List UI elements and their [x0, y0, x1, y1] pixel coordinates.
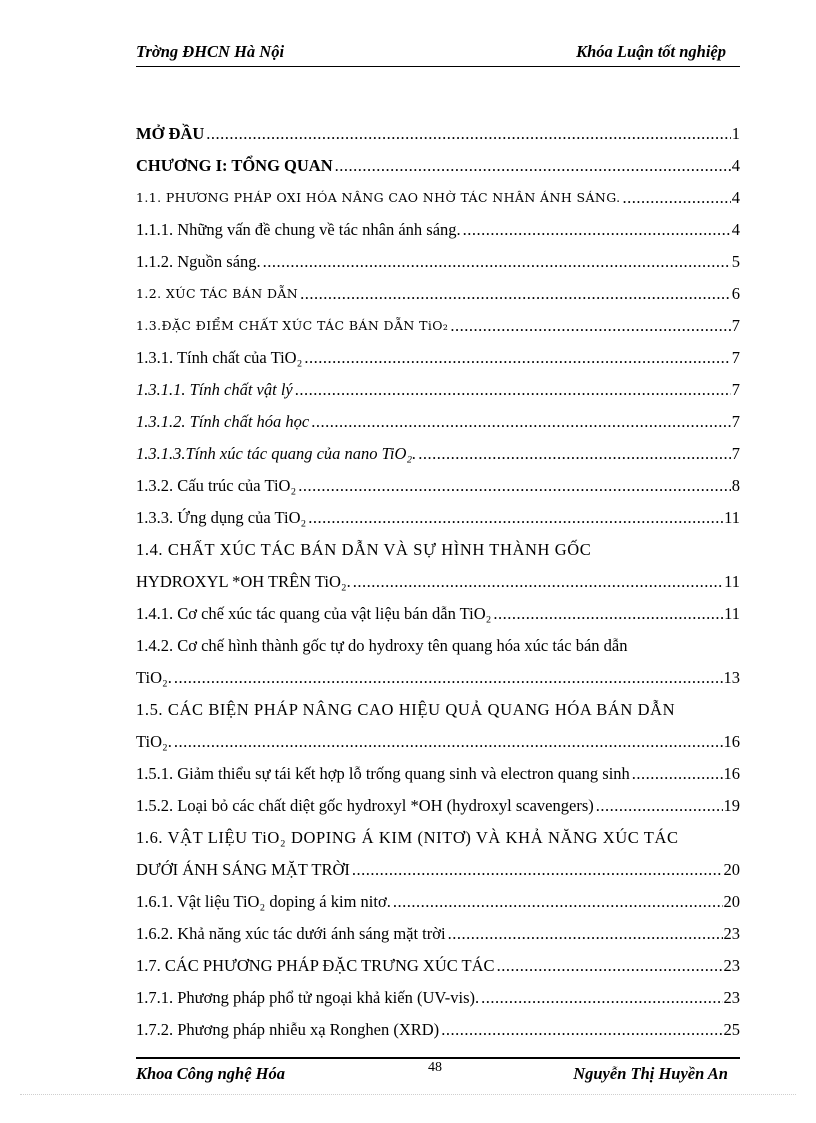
toc-dot-leader: [497, 956, 723, 976]
toc-entry: [136, 912, 740, 944]
toc-entry: [136, 432, 740, 464]
toc-entry: [136, 464, 740, 496]
header-thesis-title: Khóa Luận tốt nghiệp: [576, 42, 726, 61]
toc-page-number: 7: [731, 412, 740, 431]
toc-entry-text: DƯỚI ÁNH SÁNG MẶT TRỜI: [136, 860, 350, 879]
toc-entry: [136, 304, 740, 336]
toc-entry-text: 1.3.1. Tính chất của TiO₂: [136, 348, 303, 367]
toc-entry-text: 1.5. CÁC BIỆN PHÁP NÂNG CAO HIỆU QUẢ QUANG HÓA BÁN DẪN: [136, 700, 676, 719]
toc-page-number: 23: [723, 988, 740, 1007]
table-of-contents: [136, 112, 740, 1040]
toc-page-number: 25: [723, 1020, 740, 1039]
toc-entry-text: 1.4.1. Cơ chế xúc tác quang của vật liệu bán dẫn TiO₂: [136, 604, 492, 623]
toc-entry-text: 1.4. CHẤT XÚC TÁC BÁN DẪN VÀ SỰ HÌNH THÀNH GỐC: [136, 540, 592, 559]
toc-page-number: 8: [731, 476, 740, 495]
toc-dot-leader: [393, 892, 723, 912]
header-school: Trờng ĐHCN Hà Nội: [136, 42, 285, 61]
page-header: [136, 40, 740, 67]
footer-faculty: Khoa Công nghệ Hóa: [136, 1064, 285, 1083]
toc-entry-text: TiO₂.: [136, 668, 172, 687]
toc-dot-leader: [352, 860, 723, 880]
toc-dot-leader: [174, 732, 723, 752]
toc-page-number: 7: [731, 444, 740, 463]
toc-dot-leader: [493, 604, 723, 624]
toc-dot-leader: [335, 156, 731, 176]
toc-dot-leader: [353, 572, 723, 592]
toc-entry-text: 1.4.2. Cơ chế hình thành gốc tự do hydroxy tên quang hóa xúc tác bán dẫn: [136, 636, 628, 655]
toc-entry-text: 1.3.2. Cấu trúc của TiO₂: [136, 476, 297, 495]
toc-entry: [136, 528, 740, 560]
toc-entry: [136, 144, 740, 176]
toc-entry: [136, 848, 740, 880]
toc-page-number: 4: [731, 188, 740, 207]
toc-dot-leader: [304, 348, 730, 368]
footer-divider: [136, 1057, 740, 1059]
toc-page-number: 5: [731, 252, 740, 271]
toc-page-number: 7: [731, 380, 740, 399]
toc-entry-text: 1.6.1. Vật liệu TiO₂ doping á kim nitơ.: [136, 892, 391, 911]
toc-dot-leader: [448, 924, 723, 944]
toc-entry-text: 1.3.ĐẶC ĐIỂM CHẤT XÚC TÁC BÁN DẪN TiO₂: [136, 318, 449, 333]
toc-dot-leader: [311, 412, 731, 432]
toc-dot-leader: [206, 124, 730, 144]
toc-entry: [136, 976, 740, 1008]
toc-entry: [136, 752, 740, 784]
toc-entry-text: CHƯƠNG I: TỔNG QUAN: [136, 156, 333, 175]
toc-page-number: 23: [723, 956, 740, 975]
toc-dot-leader: [263, 252, 731, 272]
toc-dot-leader: [481, 988, 722, 1008]
toc-dot-leader: [308, 508, 723, 528]
toc-entry-text: 1.1. PHƯƠNG PHÁP OXI HÓA NÂNG CAO NHỜ TÁC NHÂN ÁNH SÁNG.: [136, 190, 621, 205]
toc-entry-text: 1.5.2. Loại bỏ các chất diệt gốc hydroxyl *OH (hydroxyl scavengers): [136, 796, 594, 815]
toc-entry: [136, 368, 740, 400]
toc-entry-text: 1.7.1. Phương pháp phổ tử ngoại khả kiến (UV-vis).: [136, 988, 480, 1007]
toc-entry-text: 1.2. XÚC TÁC BÁN DẪN: [136, 286, 299, 301]
toc-entry-text: 1.7. CÁC PHƯƠNG PHÁP ĐẶC TRƯNG XÚC TÁC: [136, 956, 495, 975]
toc-entry: [136, 1008, 740, 1040]
toc-entry: [136, 560, 740, 592]
toc-page-number: 4: [731, 220, 740, 239]
toc-entry: [136, 400, 740, 432]
toc-entry-text: 1.6.2. Khả năng xúc tác dưới ánh sáng mặt trời: [136, 924, 446, 943]
toc-entry-text: 1.3.1.2. Tính chất hóa học: [136, 412, 310, 431]
toc-page-number: 6: [731, 284, 740, 303]
toc-dot-leader: [450, 316, 730, 336]
toc-entry-text: 1.3.1.3.Tính xúc tác quang của nano TiO₂.: [136, 444, 417, 463]
toc-page-number: 7: [731, 348, 740, 367]
toc-dot-leader: [300, 284, 731, 304]
toc-page-number: 20: [723, 892, 740, 911]
toc-page-number: 19: [723, 796, 740, 815]
page-footer: [136, 1062, 740, 1086]
toc-entry: [136, 688, 740, 720]
toc-dot-leader: [298, 476, 731, 496]
toc-page-number: 11: [724, 604, 740, 623]
toc-page-number: 11: [724, 572, 740, 591]
toc-entry-text: 1.1.1. Những vấn đề chung về tác nhân ánh sáng.: [136, 220, 461, 239]
toc-dot-leader: [174, 668, 723, 688]
toc-entry: [136, 592, 740, 624]
toc-dot-leader: [418, 444, 730, 464]
toc-entry: [136, 240, 740, 272]
toc-page-number: 13: [723, 668, 740, 687]
toc-page-number: 7: [731, 316, 740, 335]
toc-entry-text: 1.3.3. Ứng dụng của TiO₂: [136, 508, 307, 527]
toc-page-number: 16: [723, 764, 740, 783]
toc-dot-leader: [623, 188, 731, 208]
toc-entry: [136, 624, 740, 656]
toc-entry: [136, 496, 740, 528]
toc-page-number: 4: [731, 156, 740, 175]
toc-entry: [136, 112, 740, 144]
toc-dot-leader: [596, 796, 723, 816]
toc-dot-leader: [632, 764, 723, 784]
toc-entry: [136, 176, 740, 208]
toc-page-number: 11: [724, 508, 740, 527]
toc-entry: [136, 880, 740, 912]
toc-page-number: 20: [723, 860, 740, 879]
toc-dot-leader: [463, 220, 731, 240]
footer-page-number: 48: [428, 1060, 442, 1075]
toc-entry-text: 1.5.1. Giảm thiểu sự tái kết hợp lỗ trống quang sinh và electron quang sinh: [136, 764, 630, 783]
toc-entry: [136, 720, 740, 752]
toc-page-number: 16: [723, 732, 740, 751]
toc-page-number: 23: [723, 924, 740, 943]
toc-entry-text: 1.3.1.1. Tính chất vật lý: [136, 380, 293, 399]
toc-entry: [136, 816, 740, 848]
toc-dot-leader: [441, 1020, 722, 1040]
toc-entry-text: 1.7.2. Phương pháp nhiễu xạ Ronghen (XRD): [136, 1020, 440, 1039]
toc-entry-text: MỞ ĐẦU: [136, 124, 205, 143]
toc-page-number: 1: [731, 124, 740, 143]
toc-entry: [136, 272, 740, 304]
page-edge-divider: [20, 1094, 796, 1095]
toc-entry-text: TiO₂.: [136, 732, 172, 751]
toc-entry-text: HYDROXYL *OH TRÊN TiO₂.: [136, 572, 351, 591]
toc-entry: [136, 944, 740, 976]
toc-entry: [136, 784, 740, 816]
toc-entry: [136, 336, 740, 368]
toc-entry-text: 1.1.2. Nguồn sáng.: [136, 252, 261, 271]
footer-author: Nguyễn Thị Huyền An: [573, 1064, 728, 1083]
toc-dot-leader: [295, 380, 731, 400]
toc-entry: [136, 656, 740, 688]
toc-entry: [136, 208, 740, 240]
toc-entry-text: 1.6. VẬT LIỆU TiO₂ DOPING Á KIM (NITƠ) VÀ KHẢ NĂNG XÚC TÁC: [136, 828, 679, 847]
